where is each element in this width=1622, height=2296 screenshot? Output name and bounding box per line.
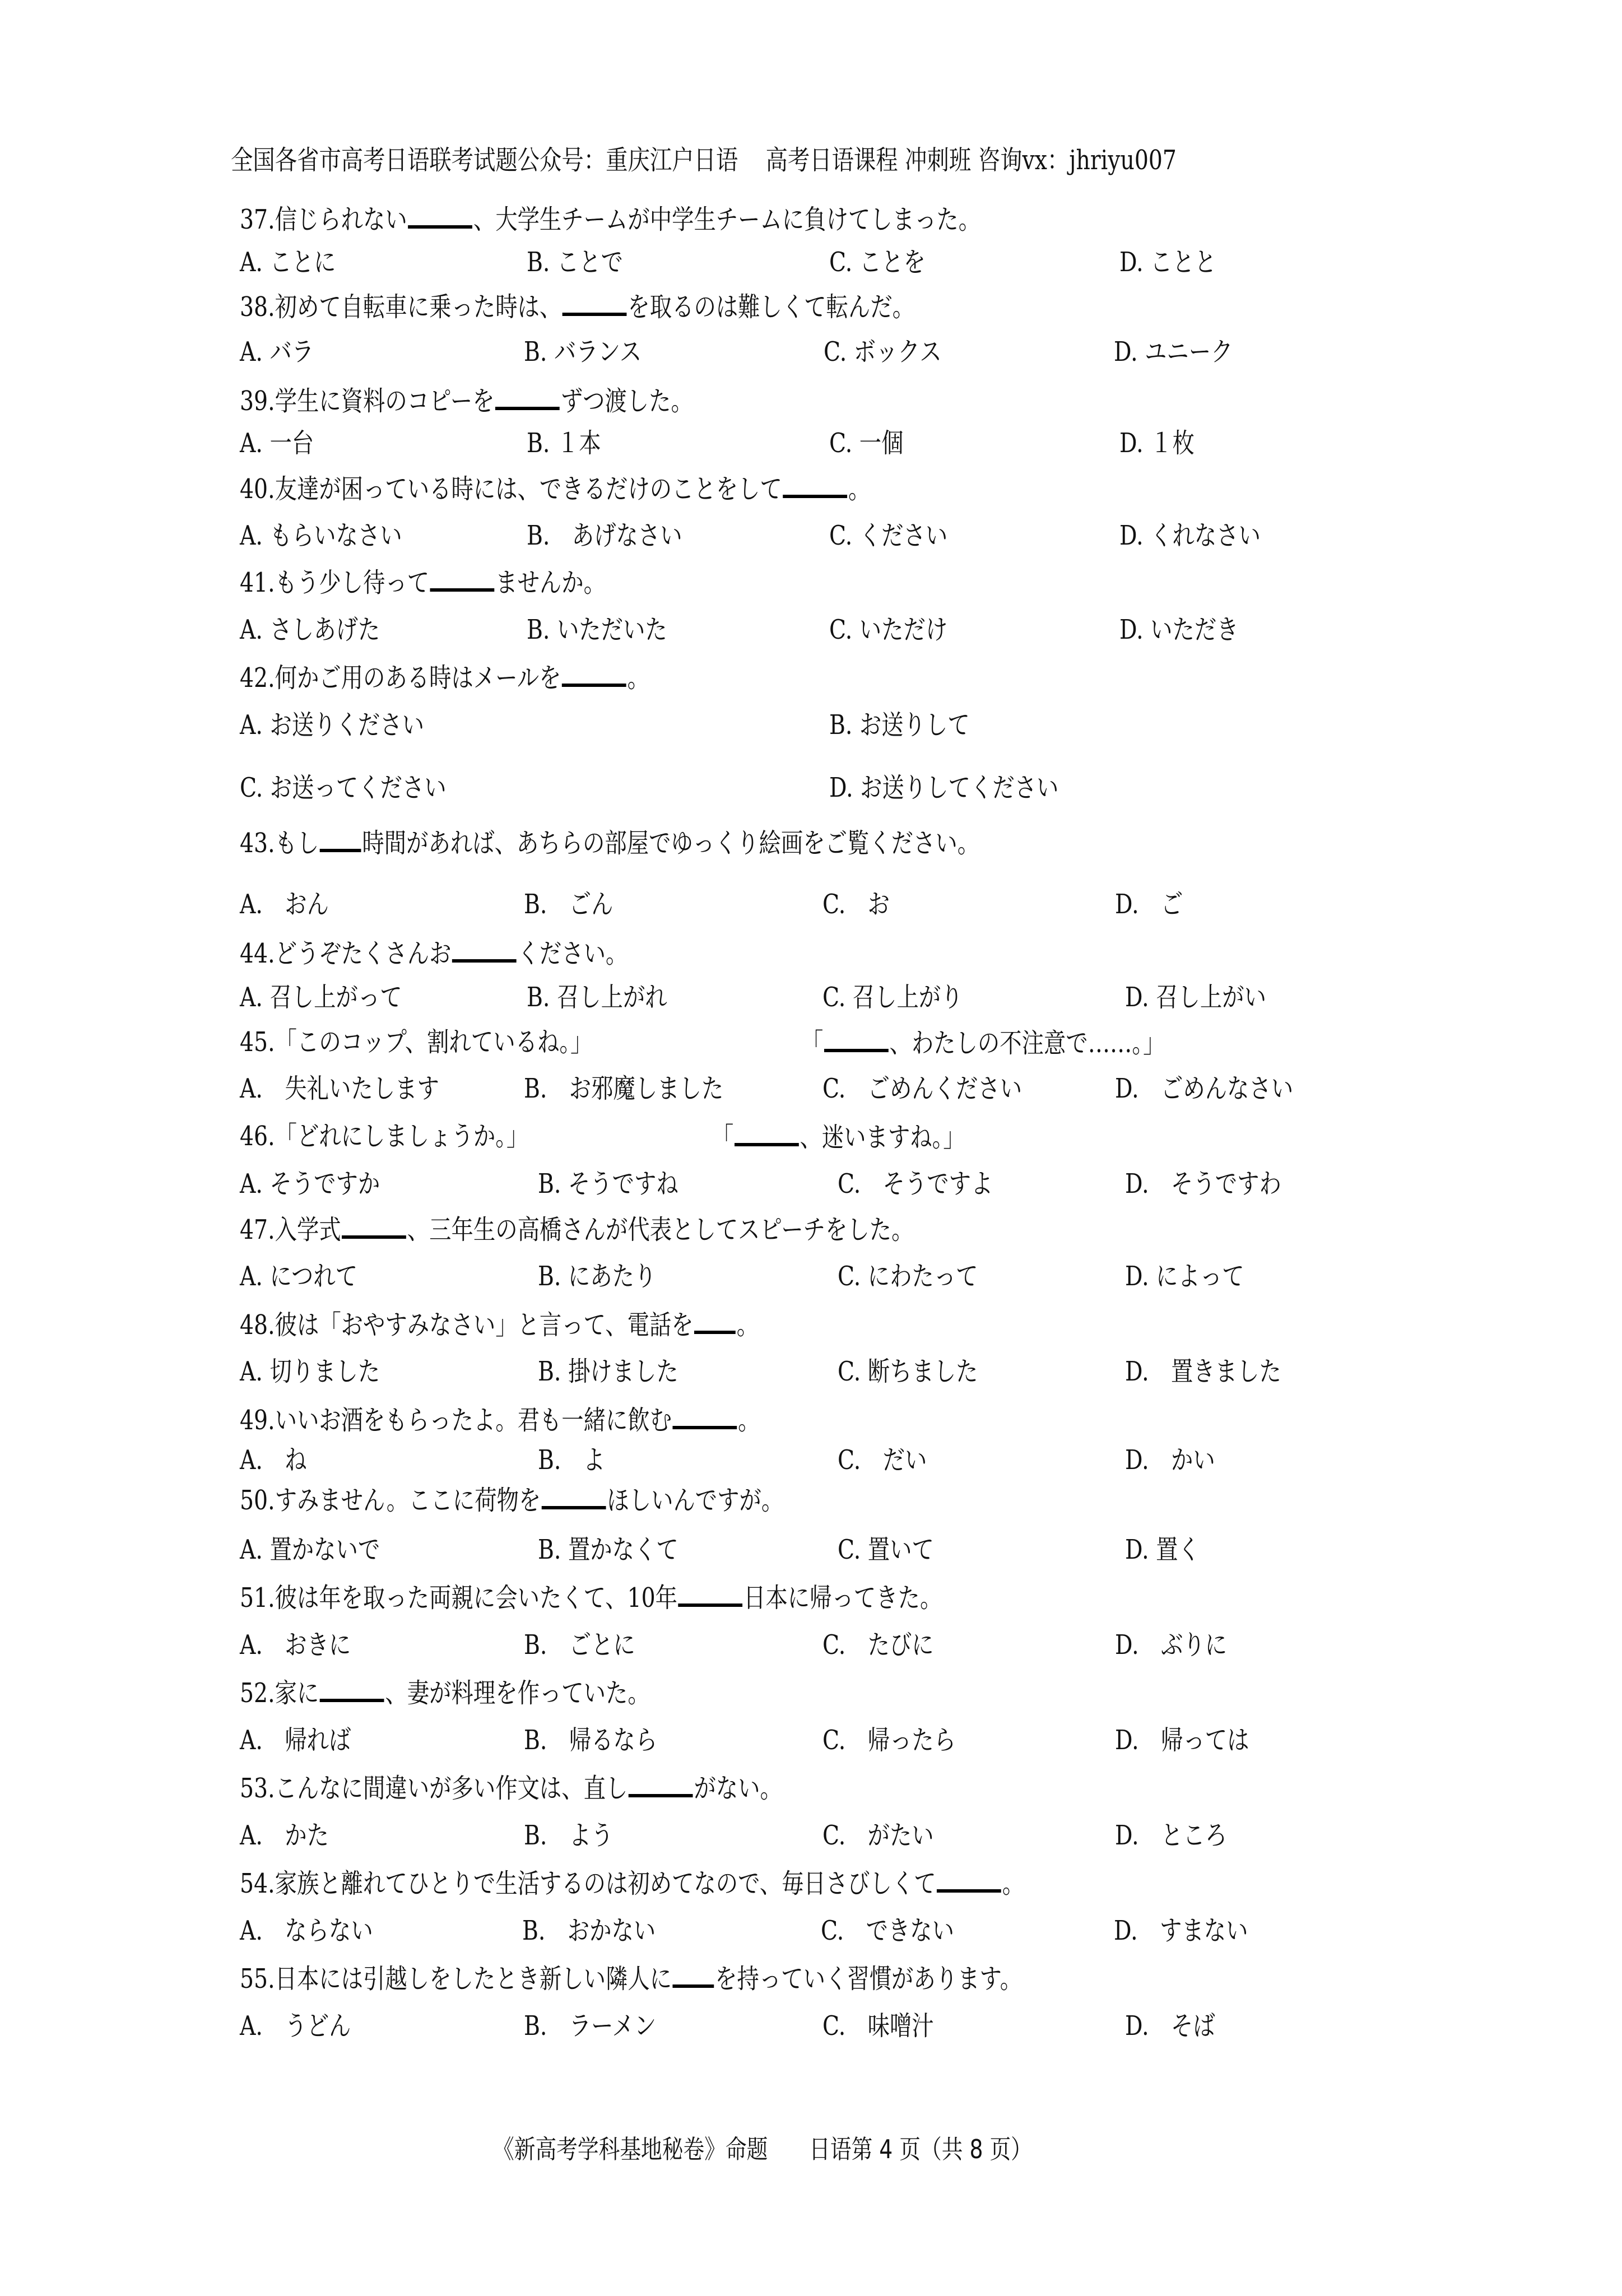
option-b[interactable]: B. よう bbox=[524, 1820, 614, 1851]
option-a[interactable]: A. うどん bbox=[240, 2010, 351, 2042]
option-b[interactable]: B. お邪魔しました bbox=[524, 1073, 724, 1104]
question-text: ください。 bbox=[517, 938, 628, 969]
answer-blank bbox=[562, 661, 626, 687]
option-c[interactable]: C. がたい bbox=[822, 1820, 934, 1851]
option-c[interactable]: C. 召し上がり bbox=[822, 982, 963, 1013]
option-a[interactable]: A. さしあげた bbox=[240, 614, 380, 645]
question-number: 37. bbox=[240, 204, 275, 235]
option-c[interactable]: C. 断ちました bbox=[838, 1356, 978, 1387]
option-b[interactable]: B. ごん bbox=[524, 889, 614, 920]
answer-blank bbox=[824, 1026, 889, 1052]
question-text: 学生に資料のコピーを bbox=[275, 385, 495, 417]
option-d[interactable]: D. ぶりに bbox=[1115, 1629, 1228, 1661]
option-d[interactable]: D. すまない bbox=[1114, 1915, 1248, 1946]
option-c[interactable]: C. たびに bbox=[822, 1629, 934, 1661]
question-text: 時間があれば、あちらの部屋でゆっくり絵画をご覧ください。 bbox=[362, 828, 980, 859]
question-46-reply bbox=[712, 1121, 965, 1153]
option-a[interactable]: A. お送りください bbox=[240, 709, 424, 741]
question-51 bbox=[240, 1581, 942, 1614]
question-number: 42. bbox=[240, 662, 275, 694]
question-text: 。 bbox=[627, 662, 649, 694]
option-a[interactable]: A. おん bbox=[240, 889, 329, 920]
question-number: 43. bbox=[240, 828, 275, 859]
question-38 bbox=[240, 290, 914, 323]
question-number: 53. bbox=[240, 1773, 275, 1804]
option-c[interactable]: C. ください bbox=[829, 520, 948, 551]
question-number: 47. bbox=[240, 1214, 275, 1245]
header-right: 高考日语课程 冲刺班 咨询vx：jhriyu007 bbox=[765, 145, 1177, 176]
question-number: 38. bbox=[240, 291, 275, 323]
option-a[interactable]: A. バラ bbox=[240, 336, 314, 368]
question-text: 、わたしの不注意で……。」 bbox=[889, 1028, 1165, 1059]
answer-blank bbox=[735, 1121, 799, 1146]
option-d[interactable]: D. 置きました bbox=[1125, 1356, 1281, 1387]
question-number: 46. bbox=[240, 1121, 275, 1152]
option-c[interactable]: C. いただけ bbox=[829, 614, 948, 645]
option-b[interactable]: B. ことで bbox=[527, 247, 624, 278]
question-text: いいお酒をもらったよ。君も一緒に飲む bbox=[275, 1405, 672, 1436]
option-b[interactable]: B. よ bbox=[538, 1444, 606, 1476]
question-49 bbox=[240, 1403, 760, 1436]
option-a[interactable]: A. 帰れば bbox=[240, 1725, 351, 1756]
option-d[interactable]: D. ユニーク bbox=[1114, 336, 1233, 368]
option-c[interactable]: C. 置いて bbox=[838, 1534, 934, 1565]
option-a[interactable]: A. おきに bbox=[240, 1629, 351, 1661]
question-text: 初めて自転車に乗った時は、 bbox=[275, 291, 562, 323]
question-55 bbox=[240, 1962, 1022, 1995]
option-c[interactable]: C. 味噌汁 bbox=[822, 2010, 934, 2042]
option-b[interactable]: B. １本 bbox=[527, 427, 601, 459]
answer-blank bbox=[937, 1867, 1001, 1893]
answer-blank bbox=[320, 1676, 384, 1702]
question-number: 54. bbox=[240, 1868, 275, 1899]
question-text: こんなに間違いが多い作文は、直し bbox=[275, 1773, 628, 1804]
answer-blank bbox=[495, 384, 560, 410]
option-d[interactable]: D. ことと bbox=[1119, 247, 1217, 278]
option-b[interactable]: B. ごとに bbox=[524, 1629, 635, 1661]
question-number: 39. bbox=[240, 385, 275, 417]
question-text: もし bbox=[275, 828, 319, 859]
question-text: 何かご用のある時はメールを bbox=[275, 662, 561, 694]
option-a[interactable]: A. につれて bbox=[240, 1261, 358, 1292]
question-44 bbox=[240, 937, 628, 969]
option-a[interactable]: A. 召し上がって bbox=[240, 982, 402, 1013]
answer-blank bbox=[430, 566, 495, 592]
footer-page-number: 日语第 4 页（共 8 页） bbox=[809, 2134, 1032, 2164]
option-c[interactable]: C. お送ってください bbox=[240, 772, 447, 803]
question-text: 、迷いますね。」 bbox=[800, 1122, 965, 1153]
option-d[interactable]: D. ご bbox=[1115, 889, 1183, 920]
option-d[interactable]: D. お送りしてください bbox=[829, 772, 1059, 803]
answer-blank bbox=[673, 1962, 714, 1988]
answer-blank bbox=[678, 1581, 743, 1607]
question-text: を持っていく習慣があります。 bbox=[715, 1963, 1023, 1995]
question-number: 52. bbox=[240, 1677, 275, 1709]
option-d[interactable]: D. そうですわ bbox=[1125, 1168, 1281, 1200]
option-c[interactable]: C. お bbox=[822, 889, 890, 920]
question-text: ずつ渡した。 bbox=[560, 385, 693, 417]
question-text: 彼は「おやすみなさい」と言って、電話を bbox=[275, 1309, 694, 1341]
answer-blank bbox=[673, 1403, 737, 1429]
question-number: 44. bbox=[240, 938, 275, 969]
question-text: 入学式 bbox=[275, 1214, 341, 1245]
option-b[interactable]: B. いただいた bbox=[527, 614, 667, 645]
question-45 bbox=[240, 1026, 592, 1058]
question-text: 、三年生の高橋さんが代表としてスピーチをした。 bbox=[407, 1214, 914, 1245]
question-number: 50. bbox=[240, 1485, 275, 1516]
question-42 bbox=[240, 661, 649, 694]
option-d[interactable]: D. かい bbox=[1125, 1444, 1215, 1476]
question-number: 45. bbox=[240, 1026, 275, 1058]
question-text: ほしいんですが。 bbox=[607, 1485, 784, 1516]
option-a[interactable]: A. 一台 bbox=[240, 427, 314, 459]
option-d[interactable]: D. によって bbox=[1125, 1261, 1244, 1292]
option-b[interactable]: B. ラーメン bbox=[524, 2010, 657, 2042]
question-40 bbox=[240, 472, 870, 505]
option-d[interactable]: D. いただき bbox=[1119, 614, 1239, 645]
option-d[interactable]: D. くれなさい bbox=[1119, 520, 1261, 551]
question-text: 、大学生チームが中学生チームに負けてしまった。 bbox=[473, 204, 981, 235]
question-47 bbox=[240, 1213, 913, 1245]
option-d[interactable]: D. １枚 bbox=[1119, 427, 1195, 459]
option-c[interactable]: C. ボックス bbox=[824, 336, 942, 368]
question-text: を取るのは難しくて転んだ。 bbox=[628, 291, 915, 323]
option-c[interactable]: C. ごめんください bbox=[822, 1073, 1023, 1104]
answer-blank bbox=[694, 1308, 736, 1334]
question-50 bbox=[240, 1484, 783, 1516]
question-text: 。 bbox=[1002, 1868, 1025, 1899]
answer-blank bbox=[563, 290, 627, 316]
option-c[interactable]: C. できない bbox=[821, 1915, 955, 1946]
question-text: すみません。ここに荷物を bbox=[275, 1485, 541, 1516]
question-54 bbox=[240, 1867, 1024, 1899]
option-b[interactable]: B. そうですね bbox=[538, 1168, 678, 1200]
question-text: 。 bbox=[738, 1405, 760, 1436]
question-text: 日本に帰ってきた。 bbox=[743, 1582, 942, 1614]
answer-blank bbox=[342, 1213, 406, 1239]
option-a[interactable]: A. そうですか bbox=[240, 1168, 380, 1200]
question-41 bbox=[240, 566, 606, 598]
question-text: がない。 bbox=[694, 1773, 782, 1804]
question-text: 日本には引越しをしたとき新しい隣人に bbox=[275, 1963, 672, 1995]
question-45-reply bbox=[801, 1026, 1165, 1059]
question-text: 「このコップ、割れているね。」 bbox=[275, 1026, 593, 1058]
question-text: ませんか。 bbox=[495, 567, 606, 598]
question-text: どうぞたくさんお bbox=[275, 938, 452, 969]
option-a[interactable]: A. ならない bbox=[240, 1915, 373, 1946]
option-c[interactable]: C. ことを bbox=[829, 247, 926, 278]
page-footer bbox=[493, 2134, 1032, 2165]
question-text: 信じられない bbox=[275, 204, 407, 235]
option-a[interactable]: A. 失礼いたします bbox=[240, 1073, 439, 1104]
answer-blank bbox=[408, 203, 472, 229]
option-a[interactable]: A. 切りました bbox=[240, 1356, 380, 1387]
option-c[interactable]: C. 一個 bbox=[829, 427, 904, 459]
option-a[interactable]: A. ね bbox=[240, 1444, 307, 1476]
question-number: 48. bbox=[240, 1309, 275, 1341]
header-left: 全国各省市高考日语联考试题公众号：重庆江户日语 bbox=[231, 145, 738, 176]
question-number: 49. bbox=[240, 1405, 275, 1436]
question-number: 51. bbox=[240, 1582, 275, 1614]
option-b[interactable]: B. おかない bbox=[522, 1915, 656, 1946]
question-text: 「どれにしましょうか。」 bbox=[275, 1121, 529, 1152]
option-c[interactable]: C. にわたって bbox=[838, 1261, 978, 1292]
question-46 bbox=[240, 1121, 528, 1152]
page-header bbox=[231, 145, 1177, 176]
option-b[interactable]: B. 帰るなら bbox=[524, 1725, 658, 1756]
option-c[interactable]: C. だい bbox=[838, 1444, 927, 1476]
option-a[interactable]: A. 置かないで bbox=[240, 1534, 380, 1565]
option-b[interactable]: B. バランス bbox=[524, 336, 642, 368]
question-number: 40. bbox=[240, 473, 275, 505]
option-a[interactable]: A. もらいなさい bbox=[240, 520, 402, 551]
quote-open: 「 bbox=[801, 1028, 824, 1059]
question-text: もう少し待って bbox=[275, 567, 430, 598]
question-number: 55. bbox=[240, 1963, 275, 1995]
option-c[interactable]: C. 帰ったら bbox=[822, 1725, 956, 1756]
question-text: 家族と離れてひとりで生活するのは初めてなので、毎日さびしくて bbox=[275, 1868, 936, 1899]
option-d[interactable]: D. そば bbox=[1125, 2010, 1215, 2042]
answer-blank bbox=[783, 472, 848, 498]
option-b[interactable]: B. 置かなくて bbox=[538, 1534, 678, 1565]
option-d[interactable]: D. 帰っては bbox=[1115, 1725, 1249, 1756]
quote-open: 「 bbox=[712, 1122, 734, 1153]
answer-blank bbox=[320, 826, 361, 852]
answer-blank bbox=[452, 937, 517, 963]
question-text: 友達が困っている時には、できるだけのことをして bbox=[275, 473, 782, 505]
option-a[interactable]: A. かた bbox=[240, 1820, 329, 1851]
question-53 bbox=[240, 1772, 782, 1804]
question-text: 家に bbox=[275, 1677, 319, 1709]
question-number: 41. bbox=[240, 567, 275, 598]
question-48 bbox=[240, 1308, 759, 1341]
answer-blank bbox=[542, 1484, 606, 1509]
option-d[interactable]: D. ところ bbox=[1115, 1820, 1228, 1851]
option-d[interactable]: D. ごめんなさい bbox=[1115, 1073, 1294, 1104]
question-52 bbox=[240, 1676, 650, 1709]
question-39 bbox=[240, 384, 693, 417]
question-text: 。 bbox=[736, 1309, 759, 1341]
option-d[interactable]: D. 召し上がい bbox=[1125, 982, 1266, 1013]
option-a[interactable]: A. ことに bbox=[240, 247, 336, 278]
question-43 bbox=[240, 826, 979, 859]
option-c[interactable]: C. そうですよ bbox=[838, 1168, 993, 1200]
question-37 bbox=[240, 203, 980, 235]
option-b[interactable]: B. お送りして bbox=[829, 709, 970, 741]
option-b[interactable]: B. にあたり bbox=[538, 1261, 657, 1292]
footer-left: 《新高考学科基地秘卷》命题 bbox=[493, 2134, 768, 2164]
option-b[interactable]: B. 掛けました bbox=[538, 1356, 678, 1387]
question-text: 。 bbox=[848, 473, 871, 505]
option-b[interactable]: B. あげなさい bbox=[527, 520, 682, 551]
option-d[interactable]: D. 置く bbox=[1125, 1534, 1200, 1565]
answer-blank bbox=[629, 1772, 693, 1797]
question-text: 彼は年を取った両親に会いたくて、10年 bbox=[275, 1582, 678, 1614]
question-text: 、妻が料理を作っていた。 bbox=[385, 1677, 650, 1709]
option-b[interactable]: B. 召し上がれ bbox=[527, 982, 667, 1013]
